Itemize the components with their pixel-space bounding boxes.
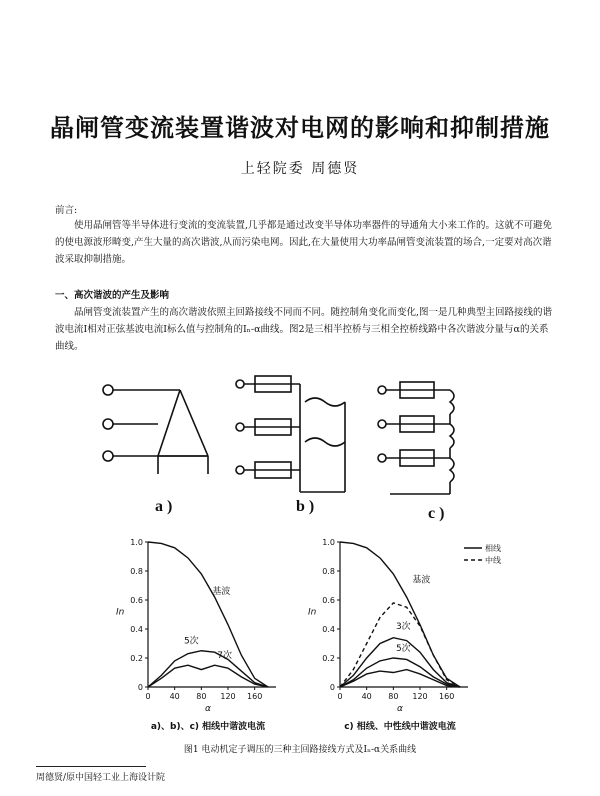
legend-label: 中线 bbox=[485, 556, 501, 565]
series-line bbox=[340, 542, 460, 687]
x-tick-label: 0 bbox=[337, 692, 343, 701]
x-tick-label: 40 bbox=[169, 692, 180, 701]
circuit-label-a: a ) bbox=[155, 498, 173, 515]
chart-title: a)、b)、c) 相线中谐波电流 bbox=[150, 722, 266, 732]
series-line bbox=[148, 665, 268, 687]
y-tick-label: 0.4 bbox=[130, 625, 143, 634]
x-tick-label: 80 bbox=[388, 692, 399, 701]
article-title: 晶闸管变流装置谐波对电网的影响和抑制措施 bbox=[50, 113, 550, 142]
y-axis-label: In bbox=[116, 607, 125, 618]
circuit-b bbox=[236, 376, 345, 492]
x-axis-label: α bbox=[397, 704, 403, 714]
y-tick-label: 0.8 bbox=[322, 567, 335, 576]
chart-right bbox=[300, 532, 510, 732]
footnote-rule bbox=[36, 766, 146, 767]
section-paragraph: 晶闸管变流装置产生的高次谐波依照主回路接线不同而不同。随控制角变化而变化,图一是几种典型主回路接线的谐波电流I相对正弦基波电流I标么值与控制角的Iₙ-α曲线。图2是三相半控桥与三相全控桥线路中各次谐波分量与α的关系曲线。 bbox=[55, 307, 553, 352]
series-line bbox=[148, 542, 268, 687]
article-authors: 上轻院委 周德贤 bbox=[240, 161, 360, 177]
y-tick-label: 1.0 bbox=[322, 538, 335, 547]
curve-label: 基波 bbox=[412, 575, 431, 586]
preface-paragraph: 使用晶闸管等半导体进行变流的变流装置,几乎都是通过改变半导体功率器件的导通角大小来工作的。这就不可避免的使电源波形畸变,产生大量的高次谐波,从而污染电网。因此,在大量使用大功率晶闸管变流装置的场合,一定要对高次谐波采取抑制措施。 bbox=[55, 220, 553, 265]
y-tick-label: 0.2 bbox=[322, 654, 335, 663]
y-tick-label: 0.2 bbox=[130, 654, 143, 663]
y-axis-label: In bbox=[308, 607, 317, 618]
circuit-a bbox=[103, 385, 208, 474]
legend-label: 相线 bbox=[485, 544, 501, 553]
x-tick-label: 120 bbox=[220, 692, 236, 701]
y-tick-label: 0.4 bbox=[322, 625, 335, 634]
circuit-c bbox=[378, 382, 454, 494]
curve-label: 7次 bbox=[217, 651, 233, 661]
section-heading: 一、高次谐波的产生及影响 bbox=[55, 290, 170, 301]
y-tick-label: 1.0 bbox=[130, 538, 143, 547]
x-tick-label: 120 bbox=[412, 692, 428, 701]
x-tick-label: 40 bbox=[361, 692, 372, 701]
footnote: 周德贤/原中国轻工业上海设计院 bbox=[36, 773, 166, 783]
chart-left bbox=[108, 532, 298, 732]
x-tick-label: 80 bbox=[196, 692, 207, 701]
curve-label: 基波 bbox=[212, 587, 231, 598]
x-tick-label: 160 bbox=[247, 692, 263, 701]
circuit-label-c: c ) bbox=[428, 505, 445, 522]
series-line bbox=[340, 658, 460, 687]
y-tick-label: 0.6 bbox=[322, 596, 335, 605]
y-tick-label: 0.6 bbox=[130, 596, 143, 605]
y-tick-label: 0 bbox=[329, 683, 335, 692]
chart-title: c) 相线、中性线中谐波电流 bbox=[344, 722, 456, 732]
curve-label: 3次 bbox=[395, 622, 411, 632]
curve-label: 5次 bbox=[395, 643, 411, 654]
preface-label: 前言: bbox=[55, 205, 78, 216]
curve-label: 5次 bbox=[183, 636, 199, 647]
circuit-label-b: b ) bbox=[296, 498, 315, 515]
x-tick-label: 0 bbox=[145, 692, 151, 701]
x-tick-label: 160 bbox=[439, 692, 455, 701]
figure-caption: 图1 电动机定子调压的三种主回路接线方式及Iₙ-α关系曲线 bbox=[183, 745, 417, 755]
y-tick-label: 0.8 bbox=[130, 567, 143, 576]
x-axis-label: α bbox=[205, 704, 211, 714]
y-tick-label: 0 bbox=[137, 683, 143, 692]
